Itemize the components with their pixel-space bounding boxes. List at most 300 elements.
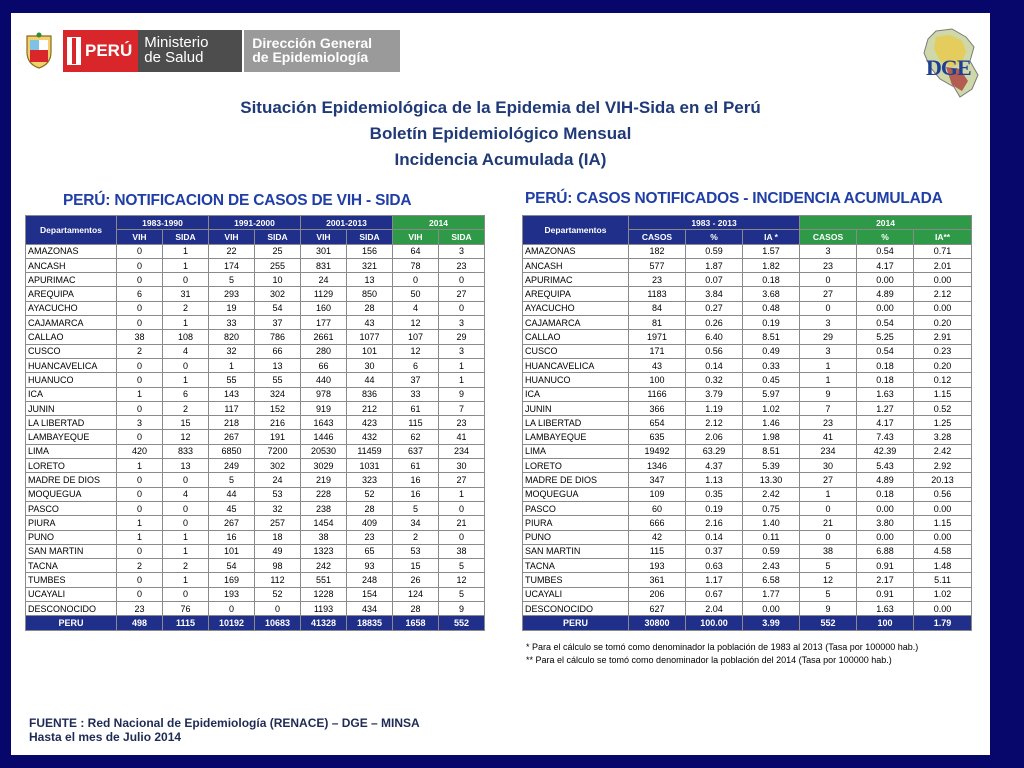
value-cell: 0.45 — [743, 373, 800, 387]
value-cell: 1.63 — [857, 387, 914, 401]
table-row — [26, 544, 485, 558]
department-cell: LA LIBERTAD — [26, 416, 117, 430]
department-cell: LORETO — [26, 459, 117, 473]
department-cell: PASCO — [523, 501, 629, 515]
page-subtitle-2: Incidencia Acumulada (IA) — [394, 150, 607, 169]
value-cell: 0.56 — [914, 487, 972, 501]
value-cell: 8.51 — [743, 444, 800, 458]
value-cell: 5 — [209, 473, 255, 487]
value-cell: 19492 — [629, 444, 686, 458]
department-cell: AREQUIPA — [26, 287, 117, 301]
value-cell: 1 — [117, 516, 163, 530]
table-row — [26, 530, 485, 544]
value-cell: 1.48 — [914, 559, 972, 573]
value-cell: 1.17 — [686, 573, 743, 587]
value-cell: 28 — [347, 301, 393, 315]
column-header-period: 2001-2013 — [301, 216, 393, 230]
value-cell: 1 — [163, 258, 209, 272]
directorate-name — [244, 30, 400, 72]
value-cell: 9 — [800, 387, 857, 401]
table-row — [26, 602, 485, 616]
value-cell: 321 — [347, 258, 393, 272]
value-cell: 302 — [255, 287, 301, 301]
value-cell: 267 — [209, 516, 255, 530]
value-cell: 1 — [800, 487, 857, 501]
value-cell: 228 — [301, 487, 347, 501]
value-cell: 3029 — [301, 459, 347, 473]
value-cell: 0.18 — [857, 487, 914, 501]
value-cell: 0.52 — [914, 401, 972, 415]
table-row — [523, 587, 972, 601]
value-cell: 0 — [439, 501, 485, 515]
value-cell: 0.07 — [686, 273, 743, 287]
table1-body — [26, 244, 485, 630]
department-cell: HUANUCO — [26, 373, 117, 387]
directorate-line-1: Dirección General — [252, 35, 373, 51]
value-cell: 66 — [255, 344, 301, 358]
value-cell: 5 — [439, 559, 485, 573]
value-cell: 323 — [347, 473, 393, 487]
value-cell: 0 — [117, 573, 163, 587]
department-cell: CAJAMARCA — [523, 316, 629, 330]
column-header-ia: IA * — [743, 230, 800, 244]
coat-of-arms-icon — [21, 30, 57, 72]
column-header-casos: CASOS — [800, 230, 857, 244]
value-cell: 156 — [347, 244, 393, 258]
table-row — [523, 401, 972, 415]
value-cell: 0 — [800, 273, 857, 287]
table-row — [26, 516, 485, 530]
value-cell: 3 — [800, 244, 857, 258]
column-header-sida: SIDA — [255, 230, 301, 244]
value-cell: 1.57 — [743, 244, 800, 258]
value-cell: 2.16 — [686, 516, 743, 530]
value-cell: 420 — [117, 444, 163, 458]
value-cell: 6 — [393, 358, 439, 372]
value-cell: 0.12 — [914, 373, 972, 387]
table-row — [26, 301, 485, 315]
value-cell: 1 — [163, 530, 209, 544]
value-cell: 238 — [301, 501, 347, 515]
value-cell: 45 — [209, 501, 255, 515]
footnote: * Para el cálculo se tomó como denominador la población de 1983 al 2013 (Tasa por 100000 hab.) — [526, 642, 919, 652]
table-row — [26, 330, 485, 344]
department-cell: CALLAO — [26, 330, 117, 344]
value-cell: 107 — [393, 330, 439, 344]
value-cell: 191 — [255, 430, 301, 444]
value-cell: 23 — [629, 273, 686, 287]
value-cell: 0.00 — [857, 530, 914, 544]
value-cell: 0.75 — [743, 501, 800, 515]
value-cell: 1.46 — [743, 416, 800, 430]
ministry-line-1: Ministerio — [144, 34, 209, 51]
value-cell: 0.32 — [686, 373, 743, 387]
value-cell: 0.54 — [857, 344, 914, 358]
table-row — [523, 287, 972, 301]
department-cell: APURIMAC — [523, 273, 629, 287]
value-cell: 38 — [301, 530, 347, 544]
total-value-cell: 552 — [439, 616, 485, 630]
column-header-sida: SIDA — [163, 230, 209, 244]
value-cell: 2 — [117, 559, 163, 573]
value-cell: 11459 — [347, 444, 393, 458]
value-cell: 2.42 — [743, 487, 800, 501]
table-row — [523, 416, 972, 430]
department-cell: CALLAO — [523, 330, 629, 344]
value-cell: 234 — [439, 444, 485, 458]
value-cell: 0.59 — [686, 244, 743, 258]
value-cell: 5 — [209, 273, 255, 287]
value-cell: 0 — [117, 273, 163, 287]
value-cell: 5 — [800, 587, 857, 601]
department-cell: LAMBAYEQUE — [523, 430, 629, 444]
column-header-casos: CASOS — [629, 230, 686, 244]
value-cell: 2 — [163, 401, 209, 415]
value-cell: 1971 — [629, 330, 686, 344]
table-row — [26, 473, 485, 487]
value-cell: 33 — [209, 316, 255, 330]
value-cell: 850 — [347, 287, 393, 301]
value-cell: 0 — [117, 244, 163, 258]
value-cell: 0.14 — [686, 530, 743, 544]
value-cell: 1643 — [301, 416, 347, 430]
table-row — [523, 273, 972, 287]
table-row — [523, 501, 972, 515]
value-cell: 160 — [301, 301, 347, 315]
value-cell: 2.04 — [686, 602, 743, 616]
value-cell: 1.27 — [857, 401, 914, 415]
value-cell: 2.43 — [743, 559, 800, 573]
value-cell: 2.12 — [914, 287, 972, 301]
column-header-vih: VIH — [301, 230, 347, 244]
value-cell: 5 — [800, 559, 857, 573]
value-cell: 76 — [163, 602, 209, 616]
value-cell: 44 — [209, 487, 255, 501]
value-cell: 50 — [393, 287, 439, 301]
value-cell: 34 — [393, 516, 439, 530]
value-cell: 22 — [209, 244, 255, 258]
value-cell: 154 — [347, 587, 393, 601]
department-cell: LORETO — [523, 459, 629, 473]
value-cell: 1.19 — [686, 401, 743, 415]
value-cell: 0 — [163, 358, 209, 372]
value-cell: 0.00 — [914, 273, 972, 287]
value-cell: 218 — [209, 416, 255, 430]
value-cell: 1 — [800, 373, 857, 387]
value-cell: 0 — [117, 358, 163, 372]
total-value-cell: 18835 — [347, 616, 393, 630]
total-value-cell: 30800 — [629, 616, 686, 630]
value-cell: 1.40 — [743, 516, 800, 530]
value-cell: 2.92 — [914, 459, 972, 473]
value-cell: 53 — [393, 544, 439, 558]
value-cell: 152 — [255, 401, 301, 415]
value-cell: 13 — [163, 459, 209, 473]
department-cell: AMAZONAS — [26, 244, 117, 258]
value-cell: 3 — [800, 344, 857, 358]
value-cell: 0 — [117, 501, 163, 515]
department-cell: MADRE DE DIOS — [523, 473, 629, 487]
value-cell: 0.00 — [857, 301, 914, 315]
value-cell: 786 — [255, 330, 301, 344]
value-cell: 0.37 — [686, 544, 743, 558]
total-row — [26, 616, 485, 630]
footnote: ** Para el cálculo se tomó como denominador la población del 2014 (Tasa por 100000 hab.) — [526, 655, 892, 665]
value-cell: 2 — [163, 559, 209, 573]
department-cell: AREQUIPA — [523, 287, 629, 301]
value-cell: 19 — [209, 301, 255, 315]
value-cell: 27 — [439, 287, 485, 301]
table-row — [523, 258, 972, 272]
table-row — [26, 373, 485, 387]
table-row — [26, 258, 485, 272]
value-cell: 0 — [800, 530, 857, 544]
value-cell: 43 — [347, 316, 393, 330]
value-cell: 54 — [255, 301, 301, 315]
value-cell: 5.11 — [914, 573, 972, 587]
page-titles — [11, 95, 990, 173]
value-cell: 212 — [347, 401, 393, 415]
value-cell: 0.00 — [914, 501, 972, 515]
table-row — [523, 244, 972, 258]
value-cell: 20530 — [301, 444, 347, 458]
department-cell: LAMBAYEQUE — [26, 430, 117, 444]
value-cell: 1129 — [301, 287, 347, 301]
value-cell: 831 — [301, 258, 347, 272]
value-cell: 4.58 — [914, 544, 972, 558]
value-cell: 66 — [301, 358, 347, 372]
department-cell: PUNO — [26, 530, 117, 544]
value-cell: 219 — [301, 473, 347, 487]
value-cell: 23 — [439, 258, 485, 272]
table-row — [26, 559, 485, 573]
department-cell: PIURA — [523, 516, 629, 530]
value-cell: 1323 — [301, 544, 347, 558]
value-cell: 366 — [629, 401, 686, 415]
value-cell: 12 — [393, 344, 439, 358]
total-value-cell: 1.79 — [914, 616, 972, 630]
source-note — [29, 716, 420, 744]
table-row — [26, 487, 485, 501]
value-cell: 0 — [117, 258, 163, 272]
value-cell: 42.39 — [857, 444, 914, 458]
total-label-cell: PERU — [26, 616, 117, 630]
value-cell: 23 — [347, 530, 393, 544]
table-row — [523, 602, 972, 616]
value-cell: 1.02 — [914, 587, 972, 601]
department-cell: CAJAMARCA — [26, 316, 117, 330]
table-row — [26, 287, 485, 301]
department-cell: CUSCO — [26, 344, 117, 358]
value-cell: 9 — [800, 602, 857, 616]
value-cell: 0 — [117, 373, 163, 387]
value-cell: 4.89 — [857, 473, 914, 487]
total-value-cell: 41328 — [301, 616, 347, 630]
value-cell: 25 — [255, 244, 301, 258]
table-row — [26, 573, 485, 587]
value-cell: 37 — [393, 373, 439, 387]
value-cell: 23 — [800, 416, 857, 430]
table-hiv-aids-notifications — [25, 215, 485, 631]
value-cell: 0 — [117, 487, 163, 501]
value-cell: 29 — [800, 330, 857, 344]
department-cell: TACNA — [26, 559, 117, 573]
value-cell: 61 — [393, 401, 439, 415]
value-cell: 124 — [393, 587, 439, 601]
department-cell: HUANCAVELICA — [26, 358, 117, 372]
value-cell: 1446 — [301, 430, 347, 444]
value-cell: 3 — [439, 316, 485, 330]
value-cell: 1 — [209, 358, 255, 372]
value-cell: 2 — [163, 301, 209, 315]
value-cell: 0 — [255, 602, 301, 616]
total-value-cell: 3.99 — [743, 616, 800, 630]
peru-label: PERÚ — [85, 41, 133, 60]
department-cell: DESCONOCIDO — [523, 602, 629, 616]
value-cell: 28 — [347, 501, 393, 515]
value-cell: 16 — [209, 530, 255, 544]
column-header-percent: % — [686, 230, 743, 244]
value-cell: 169 — [209, 573, 255, 587]
value-cell: 0 — [163, 587, 209, 601]
value-cell: 115 — [393, 416, 439, 430]
column-header-departamentos: Departamentos — [26, 216, 117, 245]
column-header-vih: VIH — [117, 230, 163, 244]
value-cell: 5.43 — [857, 459, 914, 473]
value-cell: 1454 — [301, 516, 347, 530]
value-cell: 577 — [629, 258, 686, 272]
value-cell: 409 — [347, 516, 393, 530]
table-row — [523, 530, 972, 544]
value-cell: 27 — [800, 287, 857, 301]
department-cell: SAN MARTIN — [523, 544, 629, 558]
value-cell: 21 — [439, 516, 485, 530]
value-cell: 18 — [255, 530, 301, 544]
value-cell: 1 — [163, 544, 209, 558]
value-cell: 15 — [393, 559, 439, 573]
column-header-period: 1983 - 2013 — [629, 216, 800, 230]
value-cell: 1 — [800, 358, 857, 372]
total-value-cell: 100 — [857, 616, 914, 630]
value-cell: 193 — [629, 559, 686, 573]
department-cell: APURIMAC — [26, 273, 117, 287]
table-row — [523, 330, 972, 344]
department-cell: JUNIN — [523, 401, 629, 415]
value-cell: 255 — [255, 258, 301, 272]
value-cell: 38 — [117, 330, 163, 344]
total-value-cell: 1115 — [163, 616, 209, 630]
value-cell: 1 — [439, 373, 485, 387]
value-cell: 4 — [393, 301, 439, 315]
table2-body — [523, 244, 972, 630]
department-cell: PUNO — [523, 530, 629, 544]
value-cell: 0 — [800, 301, 857, 315]
department-cell: HUANUCO — [523, 373, 629, 387]
value-cell: 666 — [629, 516, 686, 530]
department-cell: SAN MARTIN — [26, 544, 117, 558]
column-header-ia: IA** — [914, 230, 972, 244]
value-cell: 0.35 — [686, 487, 743, 501]
value-cell: 1 — [163, 244, 209, 258]
value-cell: 4.37 — [686, 459, 743, 473]
value-cell: 2.01 — [914, 258, 972, 272]
value-cell: 1183 — [629, 287, 686, 301]
department-cell: TUMBES — [523, 573, 629, 587]
department-cell: MOQUEGUA — [26, 487, 117, 501]
table-row — [26, 501, 485, 515]
value-cell: 0 — [117, 301, 163, 315]
value-cell: 33 — [393, 387, 439, 401]
value-cell: 27 — [439, 473, 485, 487]
value-cell: 9 — [439, 602, 485, 616]
value-cell: 1 — [163, 316, 209, 330]
total-value-cell: 1658 — [393, 616, 439, 630]
value-cell: 3 — [439, 344, 485, 358]
value-cell: 635 — [629, 430, 686, 444]
page-title: Situación Epidemiológica de la Epidemia del VIH-Sida en el Perú — [240, 98, 761, 117]
value-cell: 637 — [393, 444, 439, 458]
value-cell: 4.17 — [857, 258, 914, 272]
department-cell: ICA — [523, 387, 629, 401]
value-cell: 242 — [301, 559, 347, 573]
value-cell: 0.71 — [914, 244, 972, 258]
value-cell: 267 — [209, 430, 255, 444]
value-cell: 0 — [117, 544, 163, 558]
value-cell: 1.02 — [743, 401, 800, 415]
value-cell: 62 — [393, 430, 439, 444]
value-cell: 3.68 — [743, 287, 800, 301]
table-row — [26, 244, 485, 258]
value-cell: 84 — [629, 301, 686, 315]
value-cell: 182 — [629, 244, 686, 258]
value-cell: 55 — [209, 373, 255, 387]
value-cell: 0.00 — [914, 301, 972, 315]
value-cell: 216 — [255, 416, 301, 430]
value-cell: 63.29 — [686, 444, 743, 458]
value-cell: 10 — [255, 273, 301, 287]
value-cell: 7 — [800, 401, 857, 415]
value-cell: 53 — [255, 487, 301, 501]
value-cell: 171 — [629, 344, 686, 358]
value-cell: 0.91 — [857, 587, 914, 601]
value-cell: 0.18 — [857, 373, 914, 387]
value-cell: 0.33 — [743, 358, 800, 372]
value-cell: 0 — [439, 273, 485, 287]
value-cell: 0.19 — [743, 316, 800, 330]
value-cell: 6.58 — [743, 573, 800, 587]
value-cell: 23 — [117, 602, 163, 616]
department-cell: DESCONOCIDO — [26, 602, 117, 616]
value-cell: 24 — [301, 273, 347, 287]
department-cell: JUNIN — [26, 401, 117, 415]
value-cell: 6 — [117, 287, 163, 301]
table-row — [523, 430, 972, 444]
value-cell: 5 — [439, 587, 485, 601]
value-cell: 1.82 — [743, 258, 800, 272]
value-cell: 5 — [393, 501, 439, 515]
value-cell: 0.11 — [743, 530, 800, 544]
department-cell: CUSCO — [523, 344, 629, 358]
value-cell: 0 — [117, 473, 163, 487]
value-cell: 1346 — [629, 459, 686, 473]
value-cell: 64 — [393, 244, 439, 258]
value-cell: 108 — [163, 330, 209, 344]
column-header-period: 2014 — [800, 216, 972, 230]
value-cell: 23 — [439, 416, 485, 430]
value-cell: 0.00 — [857, 273, 914, 287]
value-cell: 0.00 — [914, 530, 972, 544]
value-cell: 23 — [800, 258, 857, 272]
